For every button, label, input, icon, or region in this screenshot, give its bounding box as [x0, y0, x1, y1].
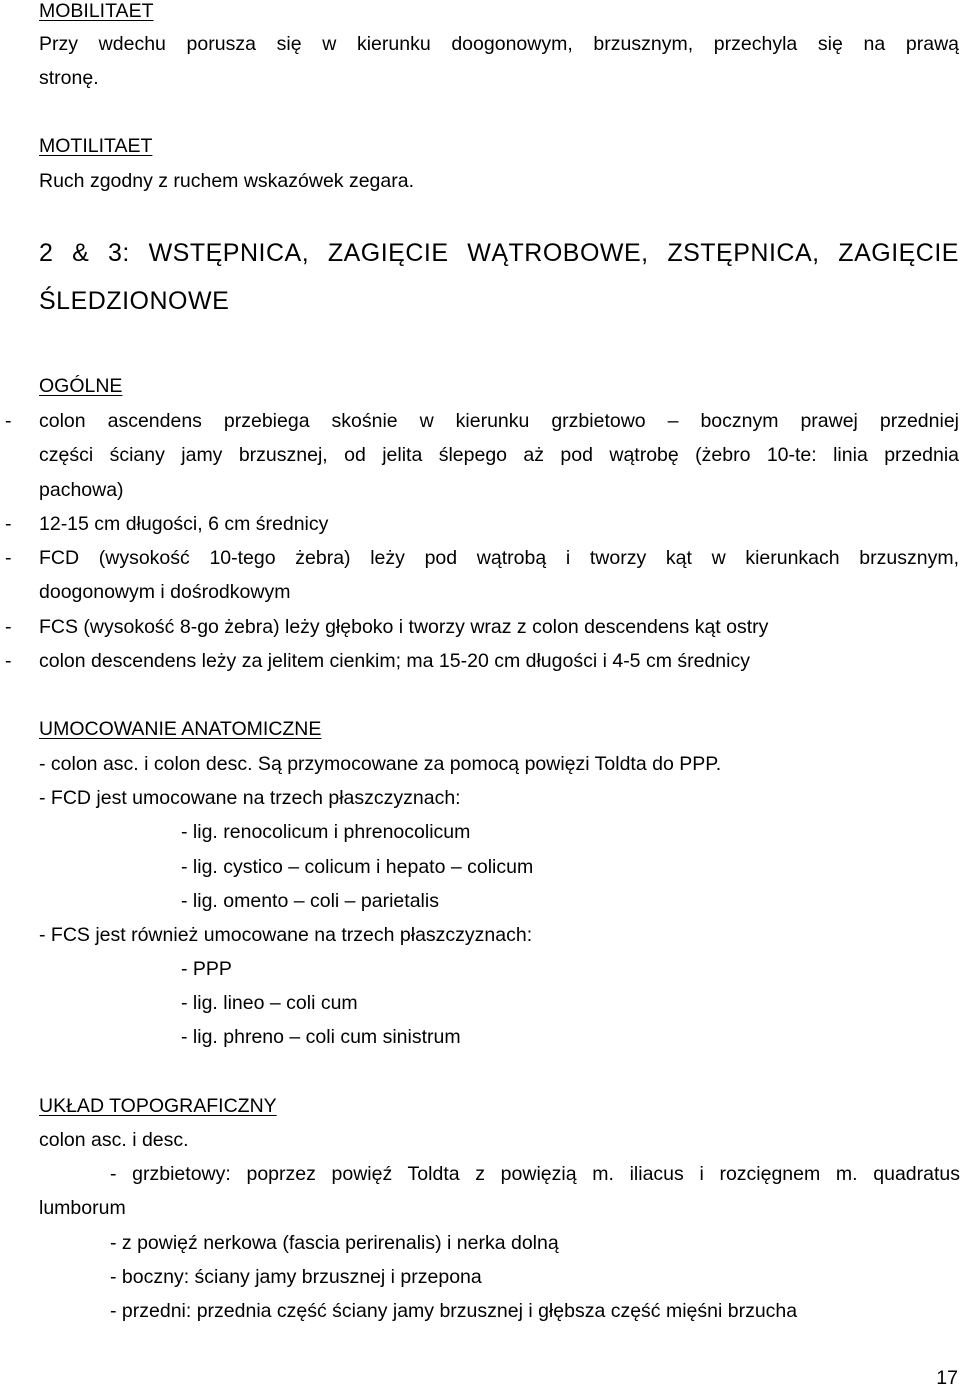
mobilitaet-text-line: Przy wdechu porusza się w kierunku doogonowym, brzusznym, przechyla się na prawą	[39, 33, 959, 55]
list-dash: -	[5, 410, 12, 432]
umocowanie-subitem: - lig. lineo – coli cum	[181, 992, 358, 1014]
uklad-line: - boczny: ściany jamy brzusznej i przepona	[110, 1266, 482, 1288]
list-item: 12-15 cm długości, 6 cm średnicy	[39, 513, 329, 535]
motilitaet-text-line: Ruch zgodny z ruchem wskazówek zegara.	[39, 170, 415, 192]
chapter-heading: 2 & 3: WSTĘPNICA, ZAGIĘCIE WĄTROBOWE, ZSTĘPNICA, ZAGIĘCIE	[39, 239, 959, 267]
umocowanie-subitem: - PPP	[181, 958, 232, 980]
list-item: doogonowym i dośrodkowym	[39, 581, 291, 603]
uklad-line: colon asc. i desc.	[39, 1129, 189, 1151]
chapter-heading: ŚLEDZIONOWE	[39, 287, 230, 315]
uklad-line: - grzbietowy: poprzez powięź Toldta z powięzią m. iliacus i rozcięgnem m. quadratus	[110, 1163, 960, 1185]
list-item: colon descendens leży za jelitem cienkim; ma 15-20 cm długości i 4-5 cm średnicy	[39, 650, 750, 672]
list-item: części ściany jamy brzusznej, od jelita ślepego aż pod wątrobę (żebro 10-te: linia przednia	[39, 444, 959, 466]
umocowanie-subitem: - lig. renocolicum i phrenocolicum	[181, 821, 471, 843]
section-title-umocowanie: UMOCOWANIE ANATOMICZNE	[39, 718, 322, 740]
list-dash: -	[5, 547, 12, 569]
list-item: pachowa)	[39, 479, 124, 501]
list-dash: -	[5, 650, 12, 672]
list-item: FCS (wysokość 8-go żebra) leży głęboko i tworzy wraz z colon descendens kąt ostry	[39, 616, 769, 638]
umocowanie-subitem: - lig. phreno – coli cum sinistrum	[181, 1026, 461, 1048]
umocowanie-line: - colon asc. i colon desc. Są przymocowane za pomocą powięzi Toldta do PPP.	[39, 753, 722, 775]
uklad-line: - z powięź nerkowa (fascia perirenalis) i nerka dolną	[110, 1232, 559, 1254]
list-dash: -	[5, 513, 12, 535]
section-title-mobilitaet: MOBILITAET	[39, 0, 154, 22]
umocowanie-subitem: - lig. omento – coli – parietalis	[181, 890, 439, 912]
umocowanie-subitem: - lig. cystico – colicum i hepato – colicum	[181, 856, 534, 878]
list-item: colon ascendens przebiega skośnie w kierunku grzbietowo – bocznym prawej przedniej	[39, 410, 959, 432]
uklad-line: lumborum	[39, 1197, 126, 1219]
section-title-ogolne: OGÓLNE	[39, 375, 123, 397]
section-title-motilitaet: MOTILITAET	[39, 135, 153, 157]
list-item: FCD (wysokość 10-tego żebra) leży pod wątrobą i tworzy kąt w kierunkach brzusznym,	[39, 547, 959, 569]
page-number: 17	[936, 1367, 958, 1389]
section-title-uklad: UKŁAD TOPOGRAFICZNY	[39, 1095, 277, 1117]
mobilitaet-text-line: stronę.	[39, 67, 99, 89]
umocowanie-line: - FCD jest umocowane na trzech płaszczyznach:	[39, 787, 461, 809]
uklad-line: - przedni: przednia część ściany jamy brzusznej i głębsza część mięśni brzucha	[110, 1300, 798, 1322]
list-dash: -	[5, 616, 12, 638]
umocowanie-line: - FCS jest również umocowane na trzech płaszczyznach:	[39, 924, 533, 946]
